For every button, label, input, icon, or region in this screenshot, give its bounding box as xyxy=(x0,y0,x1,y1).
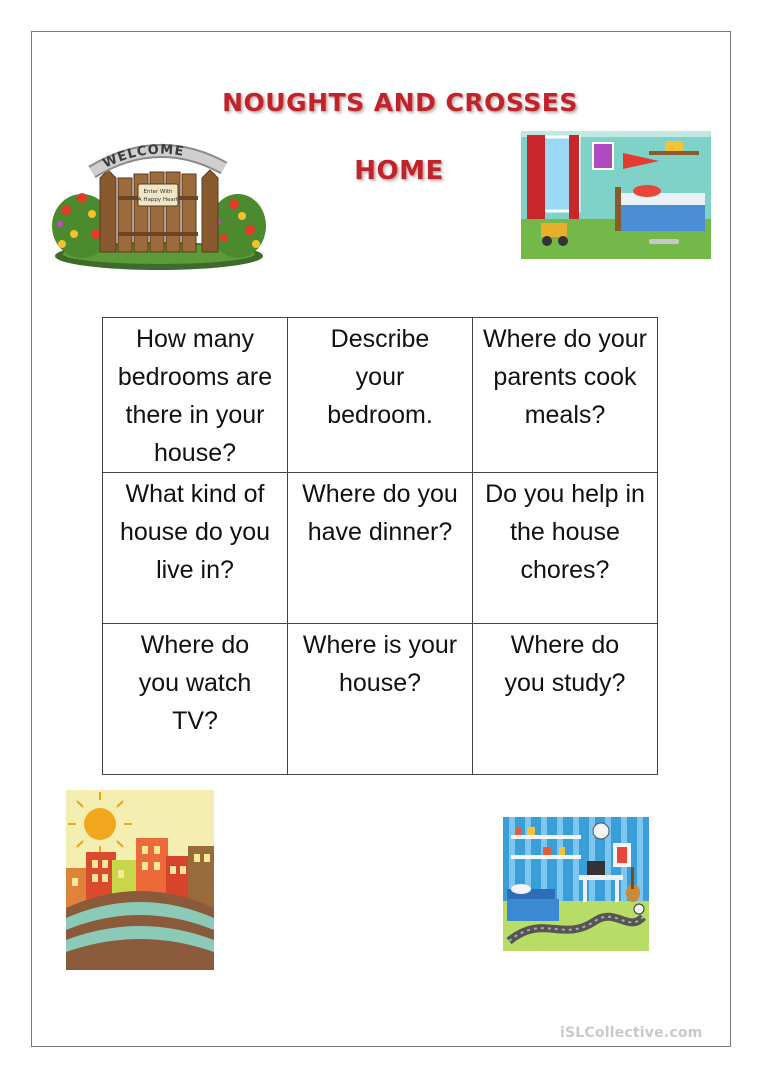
question-text: Where do you have dinner? xyxy=(302,480,458,546)
page-title: NOUGHTS AND CROSSES xyxy=(222,88,578,117)
grid-cell xyxy=(473,624,658,775)
question-text: Where do your parents cook meals? xyxy=(483,325,647,429)
question-text: Describe your bedroom. xyxy=(327,325,433,429)
question-text: Where do you watch TV? xyxy=(138,631,252,735)
question-text: Where do you study? xyxy=(504,631,626,697)
town-hills-image xyxy=(66,790,214,970)
grid-row xyxy=(103,318,658,473)
svg-text:WELCOME: WELCOME xyxy=(100,142,186,172)
welcome-gate-image xyxy=(52,138,266,272)
grid-cell xyxy=(473,318,658,473)
grid-cell xyxy=(288,473,473,624)
question-text: How many bedrooms are there in your house? xyxy=(117,325,273,467)
question-text: Where is your house? xyxy=(302,631,458,697)
grid-cell xyxy=(288,318,473,473)
question-text: What kind of house do you live in? xyxy=(119,480,271,584)
grid-cell xyxy=(473,473,658,624)
svg-text:Enter With: Enter With xyxy=(143,189,173,195)
grid-cell xyxy=(103,473,288,624)
grid-row xyxy=(103,473,658,624)
svg-text:A Happy Heart: A Happy Heart xyxy=(137,197,179,203)
grid-cell xyxy=(103,318,288,473)
grid-cell xyxy=(103,624,288,775)
noughts-and-crosses-grid xyxy=(102,317,658,775)
kids-room-image xyxy=(503,817,649,951)
bedroom-image xyxy=(521,131,711,259)
question-text: Do you help in the house chores? xyxy=(485,480,645,584)
page-subtitle: HOME xyxy=(354,156,444,186)
grid-row xyxy=(103,624,658,775)
grid-cell xyxy=(288,624,473,775)
watermark: iSLCollective.com xyxy=(560,1025,703,1041)
